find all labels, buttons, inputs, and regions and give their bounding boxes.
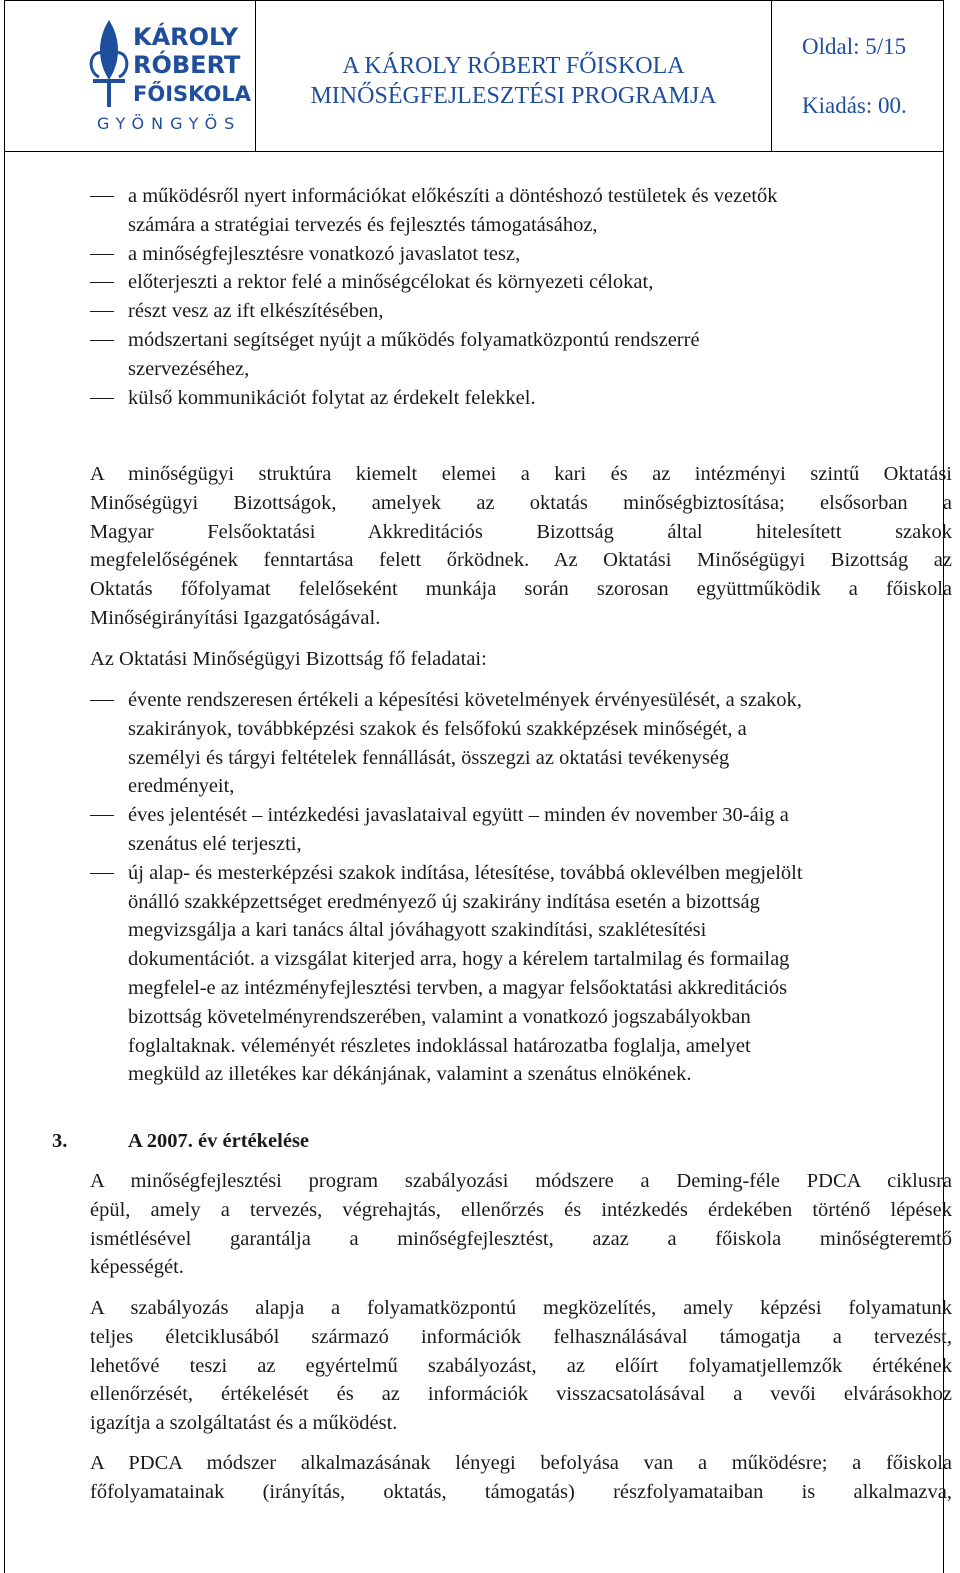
list2-bullet-1 [90,815,114,816]
edition-number: Kiadás: 00. [802,93,907,118]
list2-item-2-line-0: új alap- és mesterképzési szakok indítása, létesítése, továbbá oklevélben megjelölt [128,861,803,884]
para1-line-0: A minőségügyi struktúra kiemelt elemei a kari és az intézményi szintű Oktatási [90,463,952,485]
para3-line-0: A minőségfejlesztési program szabályozási módszere a Deming-féle PDCA ciklusra [90,1170,952,1192]
section-number: 3. [52,1130,68,1152]
list1-item-0-line-1: számára a stratégiai tervezés és fejlesztés támogatásához, [128,213,598,236]
list2-item-0-line-3: eredményeit, [128,775,235,798]
list2-item-2-line-4: megfelel-e az intézményfejlesztési tervben, a magyar felsőoktatási akkreditációs [128,977,788,999]
list1-bullet-1 [90,254,114,255]
list1-item-4-line-0: módszertani segítséget nyújt a működés folyamatközpontú rendszerré [128,329,700,351]
section-title: A 2007. év értékelése [128,1130,310,1152]
list1-bullet-2 [90,282,114,283]
college-logo [85,15,251,135]
list2-item-0-line-2: személyi és tárgyi feltételek fennállását, összegzi az oktatási tevékenység [128,746,730,769]
para1-line-3: megfelelőségének fenntartása felett őrködnek. Az Oktatási Minőségügyi Bizottság az [90,549,952,572]
list1-item-4-line-1: szervezéséhez, [128,357,250,380]
para5-line-0: A PDCA módszer alkalmazásának lényegi befolyása van a működésre; a főiskola [90,1452,952,1474]
document-header [4,0,944,152]
para1-line-2: Magyar Felsőoktatási Akkreditációs Bizottság által hitelesített szakok [90,520,952,543]
list2-item-2-line-7: megküld az illetékes kar dékánjának, valamint a szenátus elnökének. [128,1063,692,1086]
list2-item-1-line-1: szenátus elé terjeszti, [128,833,302,855]
list1-bullet-4 [90,340,114,341]
para1-line-4: Oktatás főfolyamat felelőseként munkája során szorosan együttműködik a főiskola [90,578,952,601]
para4-line-4: igazítja a szolgáltatást és a működést. [90,1412,398,1435]
list1-item-2-line-0: előterjeszti a rektor felé a minőségcélokat és környezeti célokat, [128,271,654,294]
list1-item-1-line-0: a minőségfejlesztésre vonatkozó javaslatot tesz, [128,242,521,265]
list1-bullet-0 [90,196,114,197]
logo-line-4: GYÖNGYÖS [97,114,242,133]
list2-item-2-line-3: dokumentációt. a vizsgálat kiterjed arra, hogy a kérelem tartalmilag és formailag [128,948,790,971]
list2-item-2-line-6: foglaltaknak. véleményét részletes indoklással határozatba foglalja, amelyet [128,1034,751,1057]
logo-line-3: FŐISKOLA [133,82,251,106]
list1-item-3-line-0: részt vesz az ift elkészítésében, [128,300,384,323]
list2-item-0-line-1: szakirányok, továbbképzési szakok és felsőfokú szakképzések minőségét, a [128,717,747,740]
logo-line-2: RÓBERT [133,51,241,79]
logo-line-1: KÁROLY [133,23,238,51]
list1-item-5-line-0: külső kommunikációt folytat az érdekelt felekkel. [128,386,536,409]
para1-line-5: Minőségirányítási Igazgatóságával. [90,607,381,629]
document-title [256,1,772,151]
para4-line-2: lehetővé teszi az egyértelmű szabályozást, az előírt folyamatjellemzők értékének [90,1354,952,1377]
para2-line: Az Oktatási Minőségügyi Bizottság fő feladatai: [90,648,487,670]
list2-item-2-line-2: megvizsgálja a kari tanács által jóváhagyott szakindítási, szaklétesítési [128,919,707,942]
para3-line-1: épül, amely a tervezés, végrehajtás, ellenőrzés és intézkedés érdekében történő lépések [90,1198,952,1221]
para4-line-0: A szabályozás alapja a folyamatközpontú megközelítés, amely képzési folyamatunk [90,1297,952,1319]
para1-line-1: Minőségügyi Bizottságok, amelyek az oktatás minőségbiztosítása; elsősorban a [90,491,952,514]
list1-bullet-5 [90,398,114,399]
list1-bullet-3 [90,311,114,312]
list2-item-1-line-0: éves jelentését – intézkedési javaslataival együtt – minden év november 30-áig a [128,804,789,827]
page-number: Oldal: 5/15 [802,34,907,59]
list2-bullet-2 [90,873,114,874]
para4-line-1: teljes életciklusából származó információk felhasználásával támogatja a tervezést, [90,1325,952,1348]
logo-cell [5,1,256,151]
para5-line-1: főfolyamatainak (irányítás, oktatás, támogatás) részfolyamataiban is alkalmazva, [90,1480,952,1503]
list2-bullet-0 [90,700,114,701]
para3-line-2: ismétlésével garantálja a minőségfejlesztést, azaz a főiskola minőségteremtő [90,1227,952,1250]
list2-item-2-line-1: önálló szakképzettséget eredményező új szakirány indítása esetén a bizottság [128,890,760,913]
para3-line-3: képességét. [90,1256,184,1279]
list1-item-0-line-0: a működésről nyert információkat előkészíti a döntéshozó testületek és vezetők [128,185,778,207]
list2-item-2-line-5: bizottság követelményrendszerében, valamint a vonatkozó jogszabályokban [128,1005,751,1028]
list2-item-0-line-0: évente rendszeresen értékeli a képesítési követelmények érvényesülését, a szakok, [128,689,802,711]
title-line-1: A KÁROLY RÓBERT FŐISKOLA [342,53,685,79]
title-line-2: MINŐSÉGFEJLESZTÉSI PROGRAMJA [310,83,717,109]
document-meta [772,1,943,151]
para4-line-3: ellenőrzését, értékelését és az információk visszacsatolásával a vevői elvárásokhoz [90,1383,952,1406]
